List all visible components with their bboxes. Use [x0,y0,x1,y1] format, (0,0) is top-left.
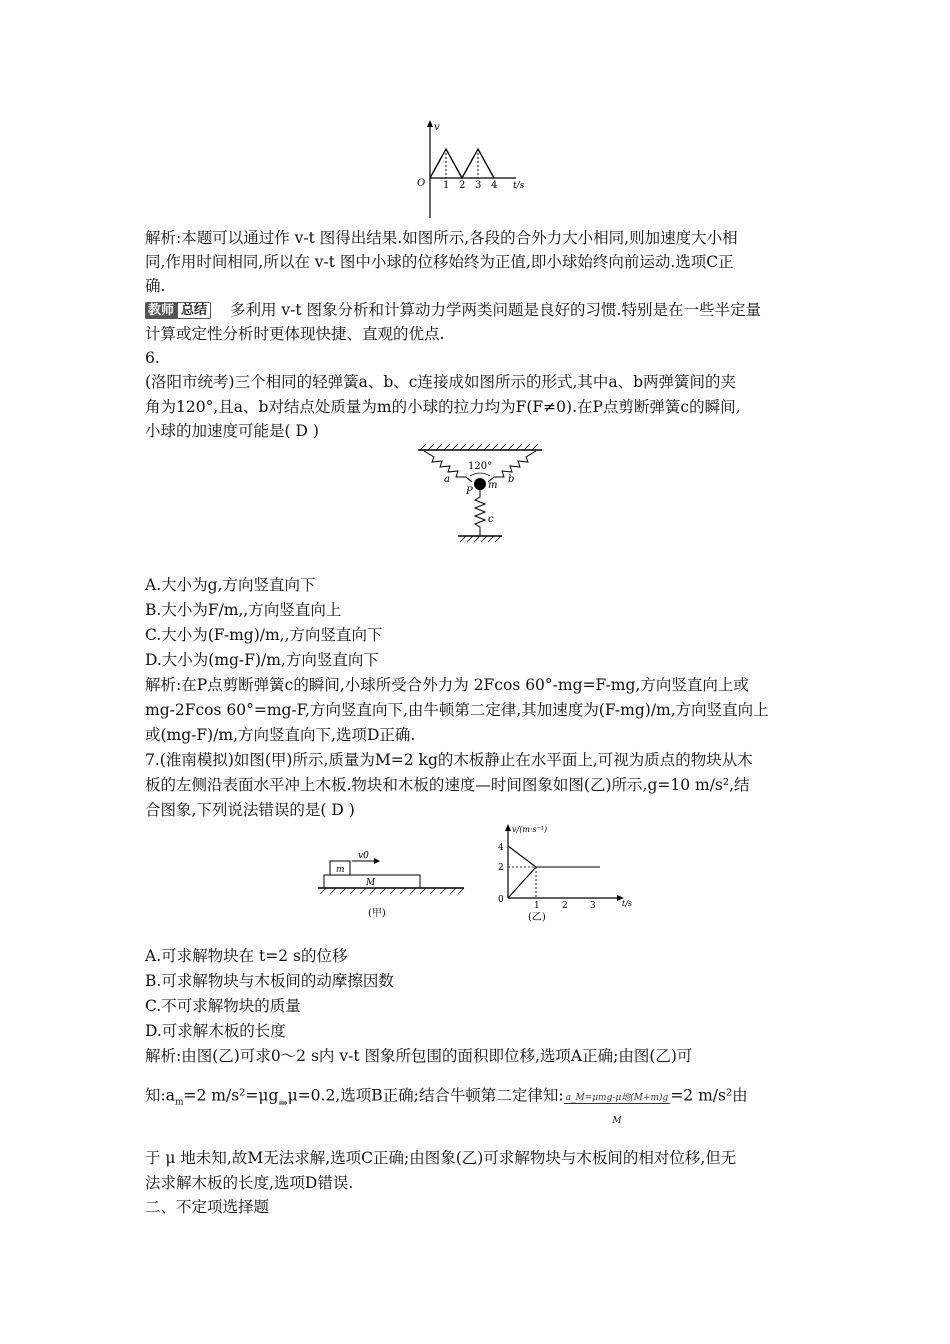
q5-analysis-line3: 确. [145,277,166,295]
block-m-label: m [336,865,345,875]
yi-xtick-1: 1 [534,901,540,911]
spring-a-label: a [444,474,450,485]
board-M-label: M [366,878,376,888]
yi-xtick-3: 3 [590,901,596,911]
q6-stem-line1: (洛阳市统考)三个相同的轻弹簧a、b、c连接成如图所示的形式,其中a、b两弹簧间的夹 [145,373,737,391]
q5-analysis-line2: 同,作用时间相同,所以在 v-t 图中小球的位移始终为正值,即小球始终向前运动.选项C正 [145,253,734,271]
floor-hatch [460,536,501,542]
teacher-summary-line2: 计算或定性分析时更体现快捷、直观的优点. [145,325,445,343]
q6-stem-line2: 角为120°,且a、b对结点处质量为m的小球的拉力均为F(F≠0).在P点剪断弹簧c的瞬间, [145,398,741,416]
angle-arc [470,473,490,476]
yi-ytick-4: 4 [498,843,504,853]
q7-stem-line1: 7.(淮南模拟)如图(甲)所示,质量为M=2 kg的木板静止在水平面上,可视为质点的物块从木 [145,751,753,769]
section-heading: 二、不定项选择题 [145,1198,270,1216]
q6-option-d: D.大小为(mg-F)/m,方向竖直向下 [145,651,379,669]
v-axis-label: v [434,122,440,133]
tick-2: 2 [459,180,466,191]
vt-graph-figure [410,118,540,223]
spring-c [475,490,485,536]
tick-4: 4 [491,180,498,191]
q7-analysis-line3: 于 μ 地未知,故M无法求解,选项C正确;由图象(乙)可求解物块与木板间的相对位移,但无 [145,1149,737,1167]
board-acceleration-fraction: $\frac{\text{a\_M=μmg-μ地(M+m)g}}{M}$ [565,1093,669,1126]
yi-ytick-2: 2 [498,863,504,873]
board-block-figure [318,848,468,924]
caption-jia: (甲) [368,908,386,919]
q7-stem-line3: 合图象,下列说法错误的是( D ) [145,801,355,819]
q7-option-c: C.不可求解物块的质量 [145,997,301,1015]
q6-analysis-line1: 解析:在P点剪断弹簧c的瞬间,小球所受合外力为 2Fcos 60°-mg=F-mg,方向竖直向上或 [145,676,749,694]
yi-board-line [508,867,536,898]
spring-b-label: b [508,474,515,485]
springs-figure [410,442,550,552]
tick-3: 3 [475,180,482,191]
yi-ytick-0: 0 [498,895,504,905]
yi-ylabel: v/(m·s⁻¹) [512,825,548,834]
q7-stem-line2: 板的左侧沿表面水平冲上木板.物块和木板的速度—时间图象如图(乙)所示,g=10 m/s²,结 [145,776,750,794]
q7-option-d: D.可求解木板的长度 [145,1022,286,1040]
q7-analysis-line4: 法求解木板的长度,选项D错误. [145,1174,354,1192]
angle-label: 120° [468,461,493,472]
mass-m-label: m [488,480,498,491]
point-p-label: P [466,486,473,497]
implies-arrow-icon: ⇒ [278,1096,288,1110]
teacher-summary-badge: 教师 总结 [145,302,211,320]
yi-xlabel: t/s [622,899,633,908]
teacher-summary-line1 [145,299,761,321]
caption-yi: (乙) [528,912,546,923]
t-axis-label: t/s [513,181,525,191]
ground-hatch [320,888,464,894]
v-axis-arrow [427,120,433,127]
origin-label: O [417,178,426,189]
yi-xtick-2: 2 [562,901,568,911]
q6-option-b: B.大小为F/m,,方向竖直向上 [145,601,342,619]
yi-block-line [508,846,536,867]
q6-analysis-line3: 或(mg-F)/m,方向竖直向下,选项D正确. [145,726,416,744]
vt-graph-yi [492,818,642,924]
yi-v-arrow [505,824,511,831]
v0-label: v0 [358,851,369,861]
v0-arrowhead [374,858,380,864]
tick-1: 1 [443,180,450,191]
q6-stem-line3: 小球的加速度可能是( D ) [145,422,319,440]
q7-option-b: B.可求解物块与木板间的动摩擦因数 [145,972,394,990]
q7-analysis-line1: 解析:由图(乙)可求0～2 s内 v-t 图象所包围的面积即位移,选项A正确;由图(乙)可 [145,1047,693,1065]
q5-analysis-line1: 解析:本题可以通过作 v-t 图得出结果.如图所示,各段的合外力大小相同,则加速度大小相 [145,229,738,247]
spring-c-label: c [488,514,494,525]
ball [474,478,486,490]
q6-option-a: A.大小为g,方向竖直向下 [145,576,316,594]
vt-curve [430,149,494,178]
ceiling-hatch [420,444,538,450]
q6-option-c: C.大小为(F-mg)/m,,方向竖直向下 [145,626,383,644]
summary-text-1: 多利用 v-t 图象分析和计算动力学两类问题是良好的习惯.特别是在一些半定量 [229,301,761,319]
q7-option-a: A.可求解物块在 t=2 s的位移 [145,947,348,965]
q7-analysis-line2: 知$:a_m=2$ $m/s^2=\mu g_\Rightarrow\mu=0.2$,选项B正确;结合牛顿第二定律知$:\frac{\text{a\_M=μmg-μ地(M+m)g}}{M}$ =2 m/s²由 [145,1084,748,1115]
q6-number: 6. [145,349,160,367]
q6-analysis-line2: mg-2Fcos 60°=mg-F,方向竖直向下,由牛顿第二定律,其加速度为(F-mg)/m,方向竖直向上 [145,701,769,719]
